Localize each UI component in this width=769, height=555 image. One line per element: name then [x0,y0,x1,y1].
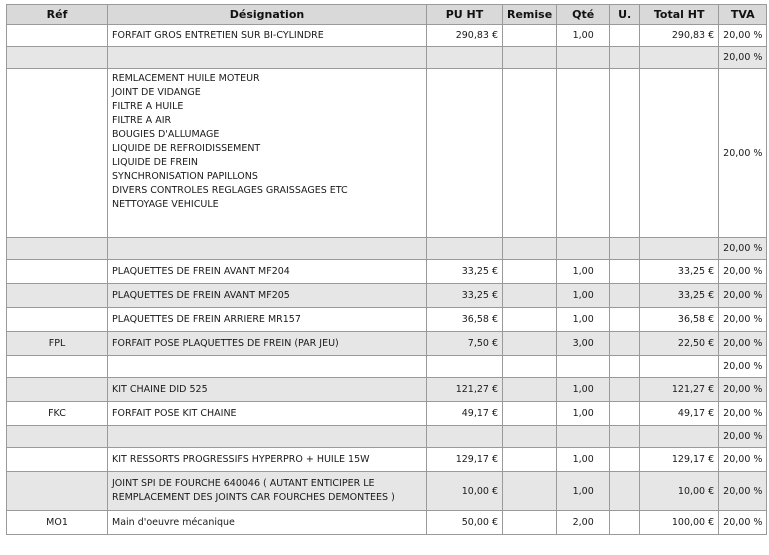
line-unite [610,356,640,378]
line-remise [503,511,557,535]
line-tva: 20,00 % [719,426,767,448]
line-tva: 20,00 % [719,332,767,356]
line-total-ht [640,426,719,448]
line-pu-ht: 290,83 € [427,25,503,47]
designation-line: PLAQUETTES DE FREIN AVANT MF205 [112,289,290,301]
line-unite [610,47,640,69]
header-remise: Remise [503,5,557,25]
line-ref [7,284,108,308]
designation-line: LIQUIDE DE FREIN [112,157,198,168]
line-pu-ht [427,238,503,260]
designation-line: KIT RESSORTS PROGRESSIFS HYPERPRO + HUILE 15W [112,453,370,465]
line-remise [503,448,557,472]
table-row [7,47,767,69]
line-qte [557,47,610,69]
line-total-ht: 121,27 € [640,378,719,402]
line-ref [7,356,108,378]
line-pu-ht: 36,58 € [427,308,503,332]
line-designation [108,284,427,308]
line-total-ht: 22,50 € [640,332,719,356]
table-row [7,511,767,535]
line-unite [610,260,640,284]
header-qte: Qté [557,5,610,25]
table-row [7,402,767,426]
line-total-ht [640,69,719,238]
line-remise [503,402,557,426]
line-qte: 1,00 [557,284,610,308]
header-designation: Désignation [108,5,427,25]
line-designation [108,511,427,535]
line-designation [108,472,427,511]
line-remise [503,472,557,511]
line-tva: 20,00 % [719,238,767,260]
line-tva: 20,00 % [719,448,767,472]
line-qte: 1,00 [557,25,610,47]
line-unite [610,332,640,356]
designation-line: FORFAIT POSE KIT CHAINE [112,407,237,419]
line-unite [610,308,640,332]
line-qte [557,238,610,260]
line-tva: 20,00 % [719,356,767,378]
line-tva: 20,00 % [719,69,767,238]
designation-line: KIT CHAINE DID 525 [112,383,208,395]
line-total-ht [640,47,719,69]
line-designation [108,402,427,426]
line-unite [610,238,640,260]
line-total-ht: 290,83 € [640,25,719,47]
table-row [7,426,767,448]
designation-line: NETTOYAGE VEHICULE [112,199,219,210]
line-designation [108,25,427,47]
header-ref: Réf [7,5,108,25]
table-row [7,472,767,511]
line-qte: 1,00 [557,448,610,472]
line-pu-ht: 129,17 € [427,448,503,472]
line-designation [108,356,427,378]
line-ref [7,308,108,332]
line-pu-ht: 7,50 € [427,332,503,356]
line-qte: 2,00 [557,511,610,535]
table-row [7,356,767,378]
line-unite [610,448,640,472]
line-total-ht: 33,25 € [640,284,719,308]
line-qte: 1,00 [557,378,610,402]
line-ref [7,25,108,47]
line-qte: 1,00 [557,260,610,284]
line-tva: 20,00 % [719,47,767,69]
line-unite [610,426,640,448]
line-remise [503,69,557,238]
line-designation [108,332,427,356]
line-total-ht: 36,58 € [640,308,719,332]
line-pu-ht [427,356,503,378]
designation-line: LIQUIDE DE REFROIDISSEMENT [112,143,261,154]
line-tva: 20,00 % [719,308,767,332]
line-unite [610,69,640,238]
line-pu-ht [427,47,503,69]
line-qte: 1,00 [557,402,610,426]
line-qte [557,356,610,378]
line-pu-ht: 49,17 € [427,402,503,426]
line-ref [7,378,108,402]
line-designation [108,47,427,69]
designation-line: SYNCHRONISATION PAPILLONS [112,171,258,182]
line-tva: 20,00 % [719,378,767,402]
line-qte: 1,00 [557,472,610,511]
line-pu-ht: 50,00 € [427,511,503,535]
line-total-ht [640,238,719,260]
line-ref [7,472,108,511]
line-pu-ht: 33,25 € [427,284,503,308]
line-remise [503,356,557,378]
line-designation [108,448,427,472]
designation-line: FORFAIT GROS ENTRETIEN SUR BI-CYLINDRE [112,29,324,41]
designation-line: JOINT SPI DE FOURCHE 640046 ( AUTANT ENTICIPER LE [112,478,375,489]
line-designation [108,260,427,284]
line-tva: 20,00 % [719,284,767,308]
line-remise [503,260,557,284]
line-remise [503,284,557,308]
table-row [7,260,767,284]
invoice-lines-body [7,25,767,535]
line-pu-ht: 121,27 € [427,378,503,402]
line-remise [503,308,557,332]
line-ref [7,260,108,284]
header-total-ht: Total HT [640,5,719,25]
line-unite [610,511,640,535]
designation-line: BOUGIES D'ALLUMAGE [112,129,220,140]
designation-line: FILTRE A AIR [112,115,172,126]
invoice-lines-table [6,4,767,535]
table-row [7,25,767,47]
designation-line: REMLACEMENT HUILE MOTEUR [112,73,260,84]
line-tva: 20,00 % [719,25,767,47]
line-designation [108,426,427,448]
designation-line: PLAQUETTES DE FREIN AVANT MF204 [112,265,290,277]
table-row [7,284,767,308]
line-pu-ht: 10,00 € [427,472,503,511]
line-ref: FKC [7,402,108,426]
line-qte [557,69,610,238]
line-total-ht: 49,17 € [640,402,719,426]
line-total-ht: 129,17 € [640,448,719,472]
line-remise [503,378,557,402]
line-total-ht [640,356,719,378]
designation-line: PLAQUETTES DE FREIN ARRIERE MR157 [112,313,301,325]
table-header-row [7,5,767,25]
table-row [7,448,767,472]
designation-line: REMPLACEMENT DES JOINTS CAR FOURCHES DEMONTEES ) [112,492,395,503]
line-remise [503,47,557,69]
line-designation [108,238,427,260]
header-pu-ht: PU HT [427,5,503,25]
line-ref: MO1 [7,511,108,535]
line-ref [7,426,108,448]
line-unite [610,472,640,511]
header-tva: TVA [719,5,767,25]
header-unite: U. [610,5,640,25]
line-tva: 20,00 % [719,260,767,284]
table-row [7,308,767,332]
line-total-ht: 10,00 € [640,472,719,511]
line-ref [7,69,108,238]
table-row [7,378,767,402]
line-remise [503,426,557,448]
designation-line: DIVERS CONTROLES REGLAGES GRAISSAGES ETC [112,185,348,196]
line-pu-ht [427,426,503,448]
line-total-ht: 33,25 € [640,260,719,284]
table-row [7,332,767,356]
line-unite [610,284,640,308]
line-pu-ht [427,69,503,238]
line-unite [610,402,640,426]
line-tva: 20,00 % [719,472,767,511]
line-remise [503,25,557,47]
designation-line: FILTRE A HUILE [112,101,184,112]
designation-line: JOINT DE VIDANGE [112,87,201,98]
line-tva: 20,00 % [719,402,767,426]
line-qte: 1,00 [557,308,610,332]
table-row [7,69,767,238]
line-unite [610,25,640,47]
line-pu-ht: 33,25 € [427,260,503,284]
line-unite [610,378,640,402]
line-remise [503,332,557,356]
line-ref [7,448,108,472]
line-designation [108,69,427,238]
line-tva: 20,00 % [719,511,767,535]
line-qte: 3,00 [557,332,610,356]
designation-line: Main d'oeuvre mécanique [112,516,235,528]
line-designation [108,378,427,402]
line-total-ht: 100,00 € [640,511,719,535]
table-row [7,238,767,260]
line-ref [7,47,108,69]
line-ref [7,238,108,260]
line-ref: FPL [7,332,108,356]
line-remise [503,238,557,260]
line-qte [557,426,610,448]
line-designation [108,308,427,332]
designation-line: FORFAIT POSE PLAQUETTES DE FREIN (PAR JEU) [112,337,339,349]
